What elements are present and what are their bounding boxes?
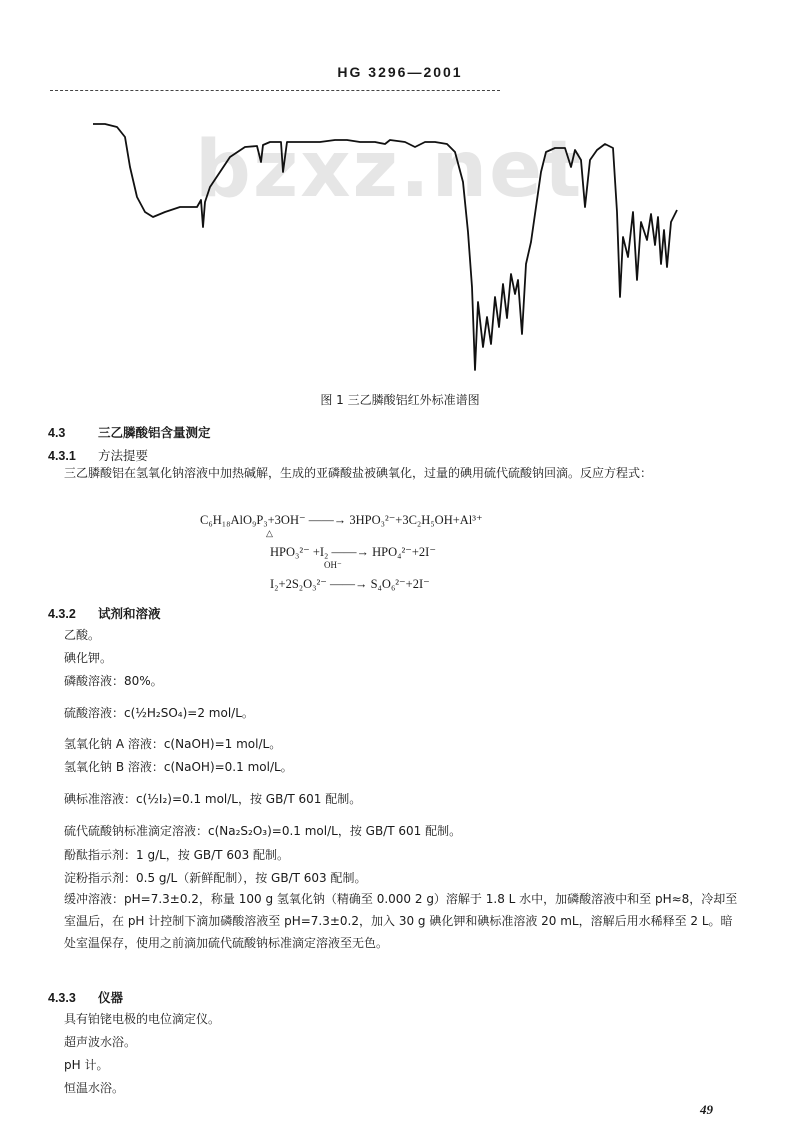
instrument-item: pH 计。 (64, 1058, 109, 1072)
ir-spectrum-curve (93, 124, 677, 370)
instrument-item: 超声波水浴。 (64, 1035, 137, 1049)
reagent-item: 硫代硫酸钠标准滴定溶液：c(Na₂S₂O₃)=0.1 mol/L，按 GB/T 601 配制。 (64, 824, 462, 838)
section-title: 试剂和溶液 (98, 606, 161, 621)
method-summary-text: 三乙膦酸铝在氢氧化钠溶液中加热碱解，生成的亚磷酸盐被碘氧化，过量的碘用硫代硫酸钠回滴。反应方程式： (64, 466, 653, 480)
buffer-solution-text: 缓冲溶液：pH=7.3±0.2，称量 100 g 氢氧化钠（精确至 0.000 2 g）溶解于 1.8 L 水中，加磷酸溶液中和至 pH≈8，冷却至室温后，在 pH 计控制下滴加磷酸溶液至 pH=7.3±0.2，加入 30 g 碘化钾和碘标准溶液 20 mL，溶解后用水稀释至 2 L。暗处室温保存，使用之前滴加硫代硫酸钠标准滴定溶液至无色。 (64, 892, 738, 950)
reagent-item: 氢氧化钠 A 溶液：c(NaOH)=1 mol/L。 (64, 737, 282, 751)
watermark-text: bzxz.net (195, 125, 584, 215)
page-number: 49 (700, 1102, 713, 1117)
section-title: 仪器 (98, 990, 124, 1005)
reagent-item: 磷酸溶液：80%。 (64, 674, 163, 688)
equation-2-condition: OH⁻ (324, 560, 342, 570)
equation-2: HPO₃²⁻ +I₂ ——→ HPO₄²⁻+2I⁻ (270, 545, 436, 559)
equation-1-condition: △ (266, 528, 273, 538)
reagent-item: 酚酞指示剂：1 g/L，按 GB/T 603 配制。 (64, 848, 290, 862)
section-4-3-heading (48, 423, 211, 441)
section-number: 4.3.2 (48, 607, 76, 621)
instrument-item: 具有铂铑电极的电位滴定仪。 (64, 1012, 221, 1026)
section-4-3-3-heading (48, 988, 123, 1006)
instrument-item: 恒温水浴。 (64, 1081, 125, 1095)
section-title: 三乙膦酸铝含量测定 (98, 425, 211, 440)
section-title: 方法提要 (98, 448, 149, 463)
section-4-3-2-heading (48, 604, 161, 622)
figure-caption: 图 1 三乙膦酸铝红外标准谱图 (320, 393, 480, 407)
equation-1: C₆H₁₈AlO₉P₃+3OH⁻ ——→ 3HPO₃²⁻+3C₂H₅OH+Al³⁺ (200, 513, 483, 527)
standard-code-header: HG 3296—2001 (337, 64, 463, 80)
equation-3: I₂+2S₂O₃²⁻ ——→ S₄O₆²⁻+2I⁻ (270, 577, 430, 591)
reagent-item: 碘标准溶液：c(½I₂)=0.1 mol/L，按 GB/T 601 配制。 (64, 792, 362, 806)
section-number: 4.3.1 (48, 449, 76, 463)
header-divider (50, 90, 500, 91)
reagent-item: 乙酸。 (64, 628, 101, 642)
section-number: 4.3 (48, 426, 66, 440)
reagent-item: 碘化钾。 (64, 651, 113, 665)
reagent-item: 硫酸溶液：c(½H₂SO₄)=2 mol/L。 (64, 706, 254, 720)
ir-spectrum-figure (85, 112, 695, 377)
section-number: 4.3.3 (48, 991, 76, 1005)
reagent-item: 淀粉指示剂：0.5 g/L（新鲜配制），按 GB/T 603 配制。 (64, 871, 367, 885)
reagent-item: 氢氧化钠 B 溶液：c(NaOH)=0.1 mol/L。 (64, 760, 293, 774)
